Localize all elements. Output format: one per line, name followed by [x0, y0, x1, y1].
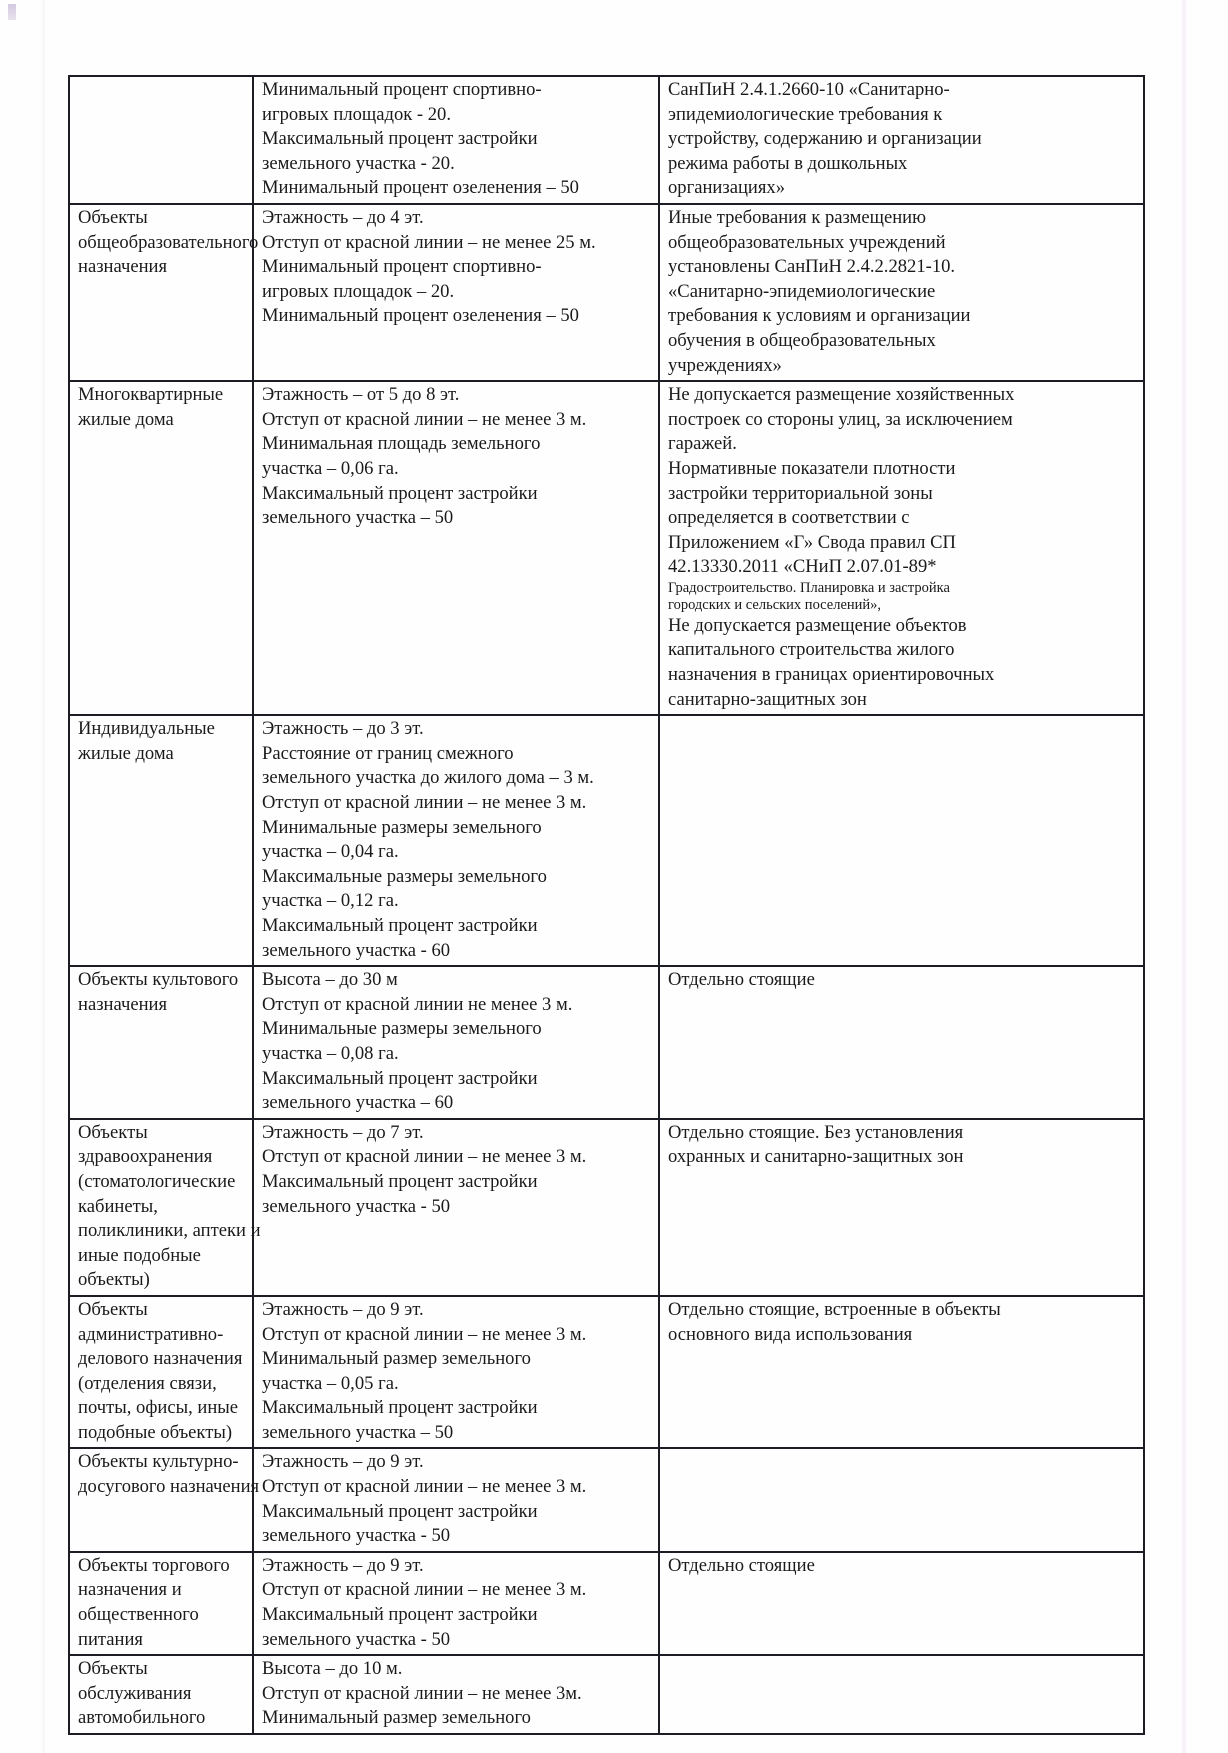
object-type-cell	[69, 1655, 253, 1734]
text-line: Объекты культового	[78, 969, 239, 991]
text-line: устройству, содержанию и организации	[668, 128, 982, 150]
text-line: Этажность – до 3 эт.	[262, 718, 424, 740]
object-type-cell	[69, 76, 253, 204]
text-line: Многоквартирные	[78, 384, 224, 406]
parameters-cell	[253, 76, 659, 204]
text-line: назначения	[78, 256, 168, 278]
text-line: участка – 0,05 га.	[262, 1372, 399, 1394]
text-line: «Санитарно-эпидемиологические	[668, 280, 936, 302]
text-line: земельного участка - 50	[262, 1195, 451, 1217]
text-line: Объекты	[78, 1298, 148, 1320]
object-type-cell	[69, 966, 253, 1119]
scan-edge-right	[1182, 0, 1186, 1753]
text-line: иные подобные	[78, 1244, 201, 1266]
text-line: Отступ от красной линии – не менее 3 м.	[262, 792, 587, 814]
text-line: Отступ от красной линии – не менее 3 м.	[262, 1323, 587, 1345]
text-line: земельного участка - 60	[262, 939, 451, 961]
text-line: Объекты культурно-	[78, 1451, 239, 1473]
text-line: Максимальный процент застройки	[262, 1604, 538, 1626]
notes-cell	[659, 966, 1144, 1119]
object-type-cell	[69, 1119, 261, 1296]
text-line: здравоохранения	[78, 1146, 213, 1168]
text-line: Отдельно стоящие, встроенные в объекты	[668, 1298, 1001, 1320]
text-line: Минимальный процент озеленения – 50	[262, 305, 579, 327]
text-line: Максимальный процент застройки	[262, 482, 538, 504]
text-line: Максимальный процент застройки	[262, 128, 538, 150]
text-line: игровых площадок - 20.	[262, 103, 452, 125]
object-type-cell	[69, 381, 253, 715]
parameters-cell	[253, 204, 659, 381]
text-line: обслуживания	[78, 1682, 192, 1704]
text-line: Минимальные размеры земельного	[262, 1018, 542, 1040]
table-row	[69, 1119, 1144, 1296]
text-line: земельного участка - 50	[262, 1628, 451, 1650]
text-line: поликлиники, аптеки и	[78, 1220, 261, 1242]
text-line: Градостроительство. Планировка и застройка	[668, 579, 950, 596]
table-row	[69, 1296, 1144, 1449]
text-line: административно-	[78, 1323, 224, 1345]
text-line: Минимальный размер земельного	[262, 1348, 531, 1370]
notes-cell	[659, 1655, 1144, 1734]
text-line: питания	[78, 1628, 143, 1650]
parameters-cell	[253, 381, 659, 715]
text-line: земельного участка до жилого дома – 3 м.	[262, 767, 594, 789]
text-line: Максимальный процент застройки	[262, 1170, 538, 1192]
text-line: Отступ от красной линии – не менее 3 м.	[262, 1146, 587, 1168]
text-line: режима работы в дошкольных	[668, 152, 908, 174]
text-line: Объекты торгового	[78, 1554, 230, 1576]
text-line: Минимальный размер земельного	[262, 1707, 531, 1729]
text-line: общеобразовательного	[78, 231, 259, 253]
text-line: (стоматологические	[78, 1170, 236, 1192]
object-type-cell	[69, 1448, 260, 1551]
text-line: Максимальные размеры земельного	[262, 865, 547, 887]
object-type-cell	[69, 204, 259, 381]
text-line: 42.13330.2011 «СНиП 2.07.01-89*	[668, 556, 937, 578]
text-line: Отступ от красной линии – не менее 3м.	[262, 1682, 582, 1704]
table-row	[69, 76, 1144, 204]
text-line: установлены СанПиН 2.4.2.2821-10.	[668, 256, 956, 278]
text-line: гаражей.	[668, 433, 737, 455]
text-line: Максимальный процент застройки	[262, 915, 538, 936]
text-line: Минимальный процент озеленения – 50	[262, 177, 579, 199]
text-line: Этажность – от 5 до 8 эт.	[262, 384, 460, 406]
notes-cell	[659, 381, 1144, 715]
text-line: Иные требования к размещению	[668, 206, 927, 228]
text-line: Максимальный процент застройки	[262, 1500, 538, 1522]
text-line: капитального строительства жилого	[668, 639, 955, 661]
text-line: Высота – до 30 м	[262, 969, 398, 991]
notes-cell	[659, 715, 1144, 966]
notes-cell	[659, 1552, 1144, 1655]
text-line: Минимальный процент спортивно-	[262, 256, 542, 278]
text-line: участка – 0,08 га.	[262, 1042, 399, 1064]
text-line: Минимальные размеры земельного	[262, 816, 542, 838]
text-line: земельного участка - 50	[262, 1525, 451, 1547]
text-line: назначения	[78, 993, 168, 1015]
text-line: земельного участка – 50	[262, 1421, 454, 1443]
text-line: участка – 0,06 га.	[262, 457, 399, 479]
text-line: СанПиН 2.4.1.2660-10 «Санитарно-	[668, 79, 950, 100]
text-line: Отдельно стоящие	[668, 1554, 815, 1576]
notes-cell	[659, 1119, 1144, 1296]
text-line: Максимальный процент застройки	[262, 1067, 538, 1089]
text-line: Приложением «Г» Свода правил СП	[668, 531, 956, 553]
scan-edge-left	[42, 0, 45, 1753]
text-line: Минимальный процент спортивно-	[262, 79, 542, 100]
scan-artifact-mark	[8, 4, 16, 20]
text-line: определяется в соответствии с	[668, 507, 910, 529]
text-line: земельного участка – 50	[262, 507, 454, 529]
object-type-cell	[69, 1296, 253, 1449]
text-line: охранных и санитарно-защитных зон	[668, 1146, 964, 1168]
notes-cell	[659, 204, 1144, 381]
table-row	[69, 381, 1144, 715]
parameters-cell	[253, 715, 659, 966]
text-line: Минимальная площадь земельного	[262, 433, 541, 455]
table-body	[69, 76, 1144, 1734]
text-line: Этажность – до 7 эт.	[262, 1121, 424, 1143]
notes-cell	[659, 76, 1144, 204]
text-line: требования к условиям и организации	[668, 305, 971, 327]
text-line: Отдельно стоящие. Без установления	[668, 1121, 964, 1143]
table-row	[69, 966, 1144, 1119]
text-line: учреждениях»	[668, 354, 782, 376]
table-row	[69, 1655, 1144, 1734]
table-row	[69, 204, 1144, 381]
text-line: жилые дома	[78, 408, 174, 430]
text-line: назначения и	[78, 1579, 182, 1601]
object-type-cell	[69, 1552, 253, 1655]
text-line: организациях»	[668, 177, 786, 199]
text-line: Отдельно стоящие	[668, 969, 815, 991]
text-line: жилые дома	[78, 742, 174, 764]
text-line: обучения в общеобразовательных	[668, 329, 936, 351]
text-line: городских и сельских поселений»,	[668, 596, 882, 613]
table-row	[69, 1552, 1144, 1655]
text-line: Этажность – до 9 эт.	[262, 1298, 424, 1320]
text-line: Объекты	[78, 1658, 148, 1680]
parameters-cell	[253, 966, 659, 1119]
text-line: Высота – до 10 м.	[262, 1658, 403, 1680]
parameters-cell	[253, 1296, 659, 1449]
parameters-cell	[253, 1119, 659, 1296]
text-line: назначения в границах ориентировочных	[668, 664, 995, 686]
text-line: Отступ от красной линии – не менее 3 м.	[262, 1579, 587, 1601]
text-line: объекты)	[78, 1269, 150, 1291]
text-line: Этажность – до 4 эт.	[262, 206, 424, 228]
text-line: основного вида использования	[668, 1323, 913, 1345]
notes-cell	[659, 1448, 1144, 1551]
text-line: Этажность – до 9 эт.	[262, 1554, 424, 1576]
text-line: общеобразовательных учреждений	[668, 231, 946, 253]
table-row	[69, 1448, 1144, 1551]
text-line: земельного участка – 60	[262, 1092, 454, 1114]
text-line: земельного участка - 20.	[262, 152, 455, 174]
text-line: Не допускается размещение объектов	[668, 614, 967, 636]
text-line: Индивидуальные	[78, 718, 215, 740]
text-line: общественного	[78, 1604, 199, 1626]
text-line: Отступ от красной линии – не менее 3 м.	[262, 408, 587, 430]
text-line: построек со стороны улиц, за исключением	[668, 408, 1013, 430]
text-line: участка – 0,12 га.	[262, 890, 399, 912]
text-line: санитарно-защитных зон	[668, 688, 867, 710]
text-line: автомобильного	[78, 1707, 206, 1729]
text-line: досугового назначения	[78, 1476, 260, 1498]
text-line: Этажность – до 9 эт.	[262, 1451, 424, 1473]
text-line: застройки территориальной зоны	[668, 482, 933, 504]
text-line: (отделения связи,	[78, 1372, 217, 1394]
text-line: Объекты	[78, 1121, 148, 1143]
text-line: эпидемиологические требования к	[668, 103, 943, 125]
text-line: почты, офисы, иные	[78, 1397, 239, 1419]
text-line: Нормативные показатели плотности	[668, 457, 956, 479]
notes-cell	[659, 1296, 1144, 1449]
text-line: Отступ от красной линии не менее 3 м.	[262, 993, 573, 1015]
text-line: игровых площадок – 20.	[262, 280, 455, 302]
text-line: Отступ от красной линии – не менее 25 м.	[262, 231, 596, 253]
text-line: Отступ от красной линии – не менее 3 м.	[262, 1476, 587, 1498]
parameters-cell	[253, 1655, 659, 1734]
text-line: Расстояние от границ смежного	[262, 742, 514, 764]
text-line: Не допускается размещение хозяйственных	[668, 384, 1015, 406]
text-line: кабинеты,	[78, 1195, 158, 1217]
parameters-cell	[253, 1552, 659, 1655]
text-line: делового назначения	[78, 1348, 243, 1370]
text-line: Максимальный процент застройки	[262, 1397, 538, 1419]
table-row	[69, 715, 1144, 966]
parameters-cell	[253, 1448, 659, 1551]
text-line: подобные объекты)	[78, 1421, 233, 1443]
text-line: Объекты	[78, 206, 148, 228]
text-line: участка – 0,04 га.	[262, 841, 399, 863]
object-type-cell	[69, 715, 253, 966]
zoning-regulations-table	[68, 75, 1145, 1735]
